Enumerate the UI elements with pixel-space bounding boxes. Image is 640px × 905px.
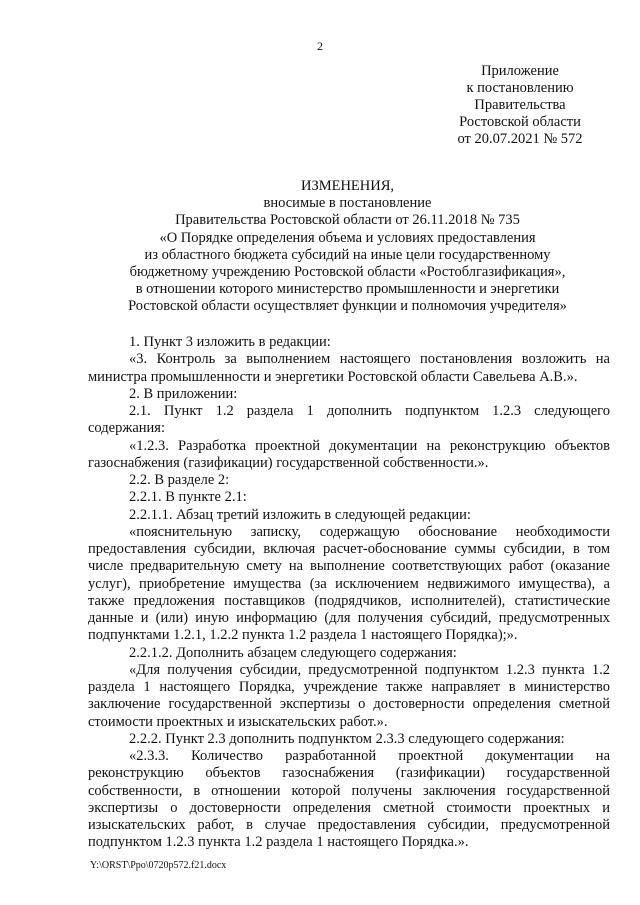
title-line: Ростовской области осуществляет функции и полномочия учредителя» — [128, 298, 567, 315]
paragraph-quote-subsidy: «Для получения субсидии, предусмотренной подпунктом 1.2.3 пункта 1.2 раздела 1 настоящего Порядка, учреждение также направляет в министерство заключение государственной экспертизы о достоверности определения сметной стоимости проектных и изыскательских работ.». — [88, 661, 610, 730]
paragraph-item-2-1: 2.1. Пункт 1.2 раздела 1 дополнить подпунктом 1.2.3 следующего содержания: — [88, 403, 610, 437]
title-line: из областного бюджета субсидий на иные цели государственному — [144, 246, 551, 263]
approval-line: от 20.07.2021 № 572 — [457, 131, 583, 147]
paragraph-item-2-2-1-2: 2.2.1.2. Дополнить абзацем следующего содержания: — [129, 644, 457, 661]
paragraph-quote-3: «3. Контроль за выполнением настоящего постановления возложить на министра промышленности и энергетики Ростовской области Савельева А.В.». — [88, 351, 610, 385]
title-heading: ИЗМЕНЕНИЯ, — [300, 178, 395, 194]
paragraph-quote-explanatory-note: «пояснительную записку, содержащую обоснование необходимости предоставления субсидии, включая расчет-обоснование суммы субсидии, в том числе предварительную смету на выполнение соответствующих работ (оказание услуг), приобретение имущества (за исключением недвижимого имущества), а также предложения поставщиков (подрядчиков, исполнителей), статистические данные и (или) иную информацию (для получения субсидий, предусмотренных подпунктами 1.2.1, 1.2.2 пункта 1.2 раздела 1 настоящего Порядка);». — [88, 523, 610, 644]
paragraph-item-2-2-1: 2.2.1. В пункте 2.1: — [129, 489, 247, 506]
paragraph-item-2: 2. В приложении: — [129, 385, 238, 402]
paragraph-item-2-2: 2.2. В разделе 2: — [129, 472, 230, 488]
title-line: Правительства Ростовской области от 26.11.2018 № 735 — [175, 212, 520, 229]
paragraph-item-2-2-2: 2.2.2. Пункт 2.3 дополнить подпунктом 2.3.3 следующего содержания: — [129, 730, 565, 747]
approval-line: к постановлению — [466, 80, 574, 96]
paragraph-item-1: 1. Пункт 3 изложить в редакции: — [129, 334, 331, 350]
approval-line: Правительства — [474, 97, 566, 113]
approval-line: Ростовской области — [459, 114, 581, 130]
paragraph-quote-2-3-3: «2.3.3. Количество разработанной проектной документации на реконструкцию объектов газоснабжения (газификации) государственной собственности, в отношении которой получены заключения государственной экспертизы о достоверности определения сметной стоимости проектных и изыскательских работ, в случае предоставления субсидии, предусмотренной подпунктом 1.2.3 пункта 1.2 раздела 1 настоящего Порядка.». — [88, 748, 610, 851]
title-line: «О Порядке определения объема и условиях предоставления — [159, 229, 536, 246]
document-title — [85, 178, 610, 316]
paragraph-quote-1-2-3: «1.2.3. Разработка проектной документации на реконструкцию объектов газоснабжения (газификации) государственной собственности.». — [88, 437, 610, 471]
title-line: бюджетному учреждению Ростовской области «Ростоблгазификация», — [129, 264, 566, 281]
paragraph-item-2-2-1-1: 2.2.1.1. Абзац третий изложить в следующей редакции: — [129, 506, 471, 523]
approval-stamp — [440, 63, 600, 148]
approval-line: Приложение — [481, 63, 559, 79]
title-line: в отношении которого министерство промышленности и энергетики — [135, 281, 560, 298]
title-line: вносимые в постановление — [263, 195, 432, 212]
file-path-footer: Y:\ORST\Ppo\0720p572.f21.docx — [90, 860, 227, 871]
document-body — [88, 334, 610, 852]
page-number: 2 — [317, 39, 323, 53]
